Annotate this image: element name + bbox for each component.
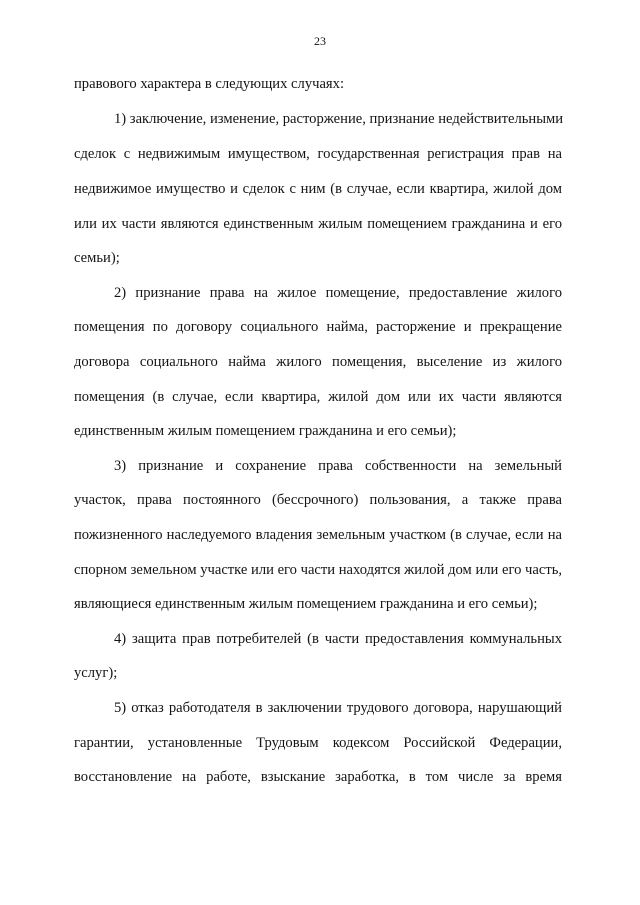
text-line: 4) защита прав потребителей (в части предоставления коммунальных [114, 631, 562, 647]
text-line: пожизненного наследуемого владения земельным участком (в случае, если на [74, 527, 562, 543]
text-line: или их части являются единственным жилым помещением гражданина и его [74, 216, 562, 232]
text-line: 1) заключение, изменение, расторжение, признание недействительными [114, 111, 564, 127]
text-line: услуг); [74, 665, 118, 681]
text-line: гарантии, установленные Трудовым кодексом Российской Федерации, [74, 735, 562, 751]
text-line: семьи); [74, 250, 120, 266]
text-line: 2) признание права на жилое помещение, предоставление жилого [114, 285, 562, 301]
text-line: договора социального найма жилого помещения, выселение из жилого [74, 354, 562, 370]
text-line: недвижимое имущество и сделок с ним (в случае, если квартира, жилой дом [74, 181, 562, 197]
text-line: помещения (в случае, если квартира, жилой дом или их части являются [74, 389, 562, 405]
text-line: участок, права постоянного (бессрочного) пользования, а также права [74, 492, 562, 508]
text-line: помещения по договору социального найма, расторжение и прекращение [74, 319, 562, 335]
text-line: 3) признание и сохранение права собственности на земельный [114, 458, 562, 474]
text-line: правового характера в следующих случаях: [74, 76, 344, 92]
text-line: 5) отказ работодателя в заключении трудового договора, нарушающий [114, 700, 562, 716]
text-line: единственным жилым помещением гражданина и его семьи); [74, 423, 457, 439]
text-line: восстановление на работе, взыскание заработка, в том числе за время [74, 769, 562, 785]
text-line: сделок с недвижимым имуществом, государственная регистрация прав на [74, 146, 562, 162]
text-line: являющиеся единственным жилым помещением гражданина и его семьи); [74, 596, 538, 612]
text-line: спорном земельном участке или его части находятся жилой дом или его часть, [74, 562, 563, 578]
page-number: 23 [314, 34, 326, 48]
